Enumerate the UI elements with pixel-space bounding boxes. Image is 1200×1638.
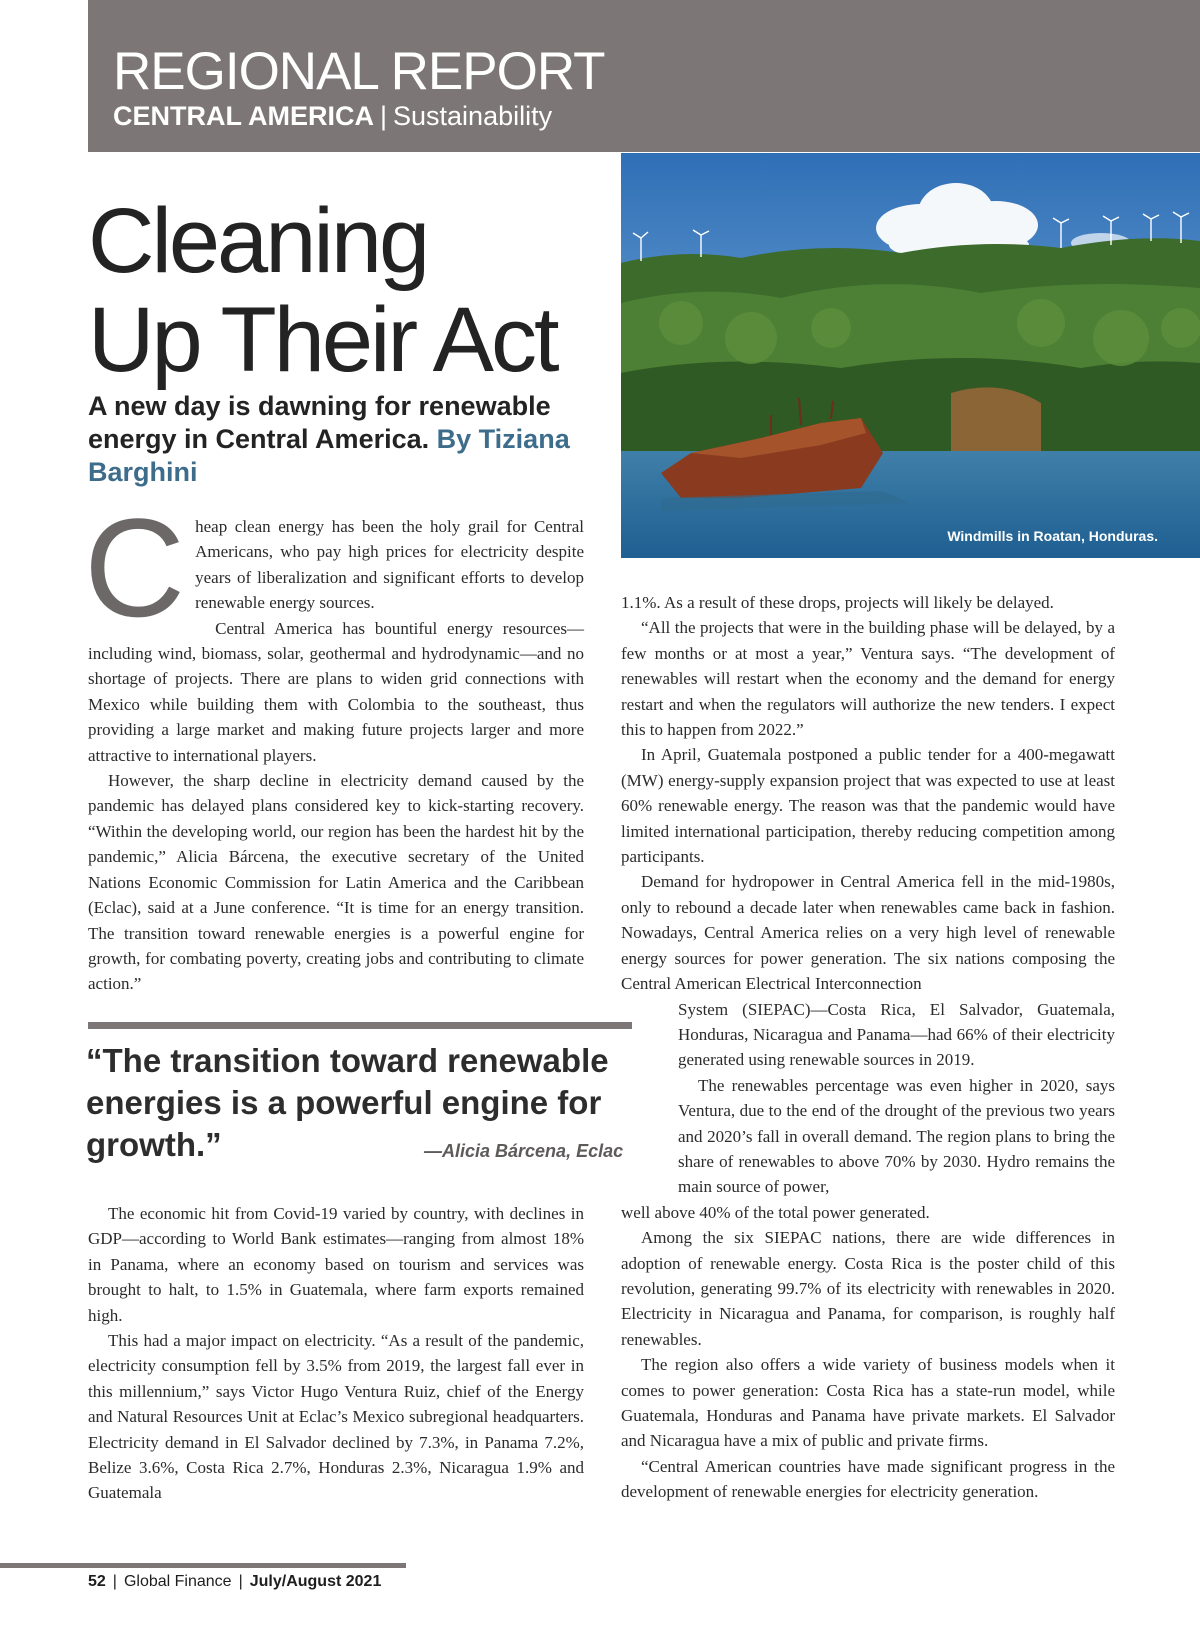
body-paragraph: Demand for hydropower in Central America fell in the mid-1980s, only to rebound a decade later when renewables came back in fashion. Nowadays, Central America relies on a very high level of renewable energy sources for power generation. The six nations composing the Central American Electrical Interconnection — [621, 872, 1115, 994]
body-column-right — [621, 590, 1115, 1505]
headline-line-2: Up Their Act — [88, 289, 557, 391]
body-paragraph: Central America has bountiful energy resources—including wind, biomass, solar, geothermal and hydrodynamic—and no shortage of projects. There are plans to widen grid connections with Mexico while building them with Colombia to the southeast, thus providing a large market and making future projects larger and more attractive to international players. — [88, 618, 584, 765]
body-paragraph: heap clean energy has been the holy grail for Central Americans, who pay high prices for electricity despite years of liberalization and significant efforts to develop renewable energy sources. — [195, 517, 584, 613]
body-paragraph: Among the six SIEPAC nations, there are wide differences in adoption of renewable energy. Costa Rica is the poster child of this revolution, generating 99.7% of its electricity with renewables in 2020. Electricity in Nicaragua and Panama, for comparison, is roughly half renewables. — [621, 1228, 1115, 1349]
footer-separator: | — [238, 1573, 243, 1590]
section-line — [113, 100, 552, 132]
region-label: CENTRAL AMERICA — [113, 101, 374, 131]
section-kicker: REGIONAL REPORT — [113, 42, 605, 101]
body-paragraph: “All the projects that were in the building phase will be delayed, by a few months or at most a year,” Ventura says. “The development of renewables will restart when the economy and the demand for energy restart and when the regulators will authorize the new tenders. I expect this to happen from 2022.” — [621, 618, 1115, 740]
body-paragraph: The region also offers a wide variety of business models when it comes to power generation: Costa Rica has a state-run model, while Guatemala, Honduras and Panama have private markets. El Salvador and Nicaragua have a mix of public and private firms. — [621, 1355, 1115, 1451]
topic-label: Sustainability — [393, 101, 553, 131]
headline-line-1: Cleaning — [88, 190, 428, 292]
drop-cap: C — [84, 489, 186, 646]
pull-quote: “The transition toward renewable energies is a powerful engine for growth.” — [86, 1042, 609, 1163]
footer-rule — [0, 1563, 406, 1568]
headline — [88, 192, 608, 390]
page-number: 52 — [88, 1573, 106, 1590]
body-paragraph: This had a major impact on electricity. “As a result of the pandemic, electricity consumption fell by 3.5% from 2019, the largest fall ever in this millennium,” says Victor Hugo Ventura Ruiz, chief of the Energy and Natural Resources Unit at Eclac’s Mexico subregional headquarters. Electricity demand in El Salvador declined by 7.3%, in Panama 7.2%, Belize 3.6%, Costa Rica 2.7%, Honduras 2.3%, Nicaragua 1.9% and Guatemala — [88, 1331, 584, 1503]
body-paragraph: The renewables percentage was even higher in 2020, says Ventura, due to the end of the drought of the previous two years and 2020’s fall in overall demand. The region plans to bring the share of renewables to above 70% by 2030. Hydro remains the main source of power, — [678, 1075, 1115, 1197]
body-paragraph: “Central American countries have made significant progress in the development of renewable energies for electricity generation. — [621, 1456, 1115, 1502]
pull-quote-attribution: —Alicia Bárcena, Eclac — [424, 1141, 624, 1161]
body-paragraph: System (SIEPAC)—Costa Rica, El Salvador, Guatemala, Honduras, Nicaragua and Panama—had 66% of their electricity generated using renewable sources in 2019. — [678, 999, 1115, 1070]
body-paragraph: The economic hit from Covid-19 varied by country, with declines in GDP—according to World Bank estimates—ranging from almost 18% in Panama, where an economy based on tourism and services was brought to halt, to 1.5% in Guatemala, where farm exports remained high. — [88, 1204, 584, 1325]
byline: By Tiziana Barghini — [88, 424, 570, 487]
dek — [88, 390, 608, 489]
issue-date: July/August 2021 — [249, 1573, 382, 1590]
feature-photo — [621, 153, 1200, 558]
body-paragraph: However, the sharp decline in electricity demand caused by the pandemic has delayed plans considered key to kick-starting recovery. “Within the developing world, our region has been the hardest hit by the pandemic,” Alicia Bárcena, the executive secretary of the United Nations Economic Commission for Latin America and the Caribbean (Eclac), said at a June conference. “It is time for an energy transition. The transition toward renewable energies is a powerful engine for growth, for combating poverty, creating jobs and contributing to climate action.” — [88, 771, 584, 994]
pull-quote-rule — [88, 1022, 632, 1029]
body-paragraph: well above 40% of the total power generated. — [621, 1202, 930, 1222]
body-paragraph: 1.1%. As a result of these drops, projects will likely be delayed. — [621, 593, 1054, 612]
page-footer — [88, 1572, 381, 1592]
photo-caption: Windmills in Roatan, Honduras. — [947, 528, 1158, 544]
windmills-roatan-image — [621, 153, 1200, 558]
publication-name: Global Finance — [123, 1573, 232, 1590]
section-separator: | — [380, 101, 388, 131]
body-column-left-bottom — [88, 1201, 584, 1506]
dek-text: A new day is dawning for renewable energy in Central America. — [88, 391, 551, 454]
body-paragraph: In April, Guatemala postponed a public tender for a 400-megawatt (MW) energy-supply expansion project that was expected to use at least 60% renewable energy. The reason was that the pandemic would have limited international participation, thereby reducing competition among participants. — [621, 745, 1115, 867]
body-column-left-top — [84, 489, 584, 997]
footer-separator: | — [112, 1573, 117, 1590]
